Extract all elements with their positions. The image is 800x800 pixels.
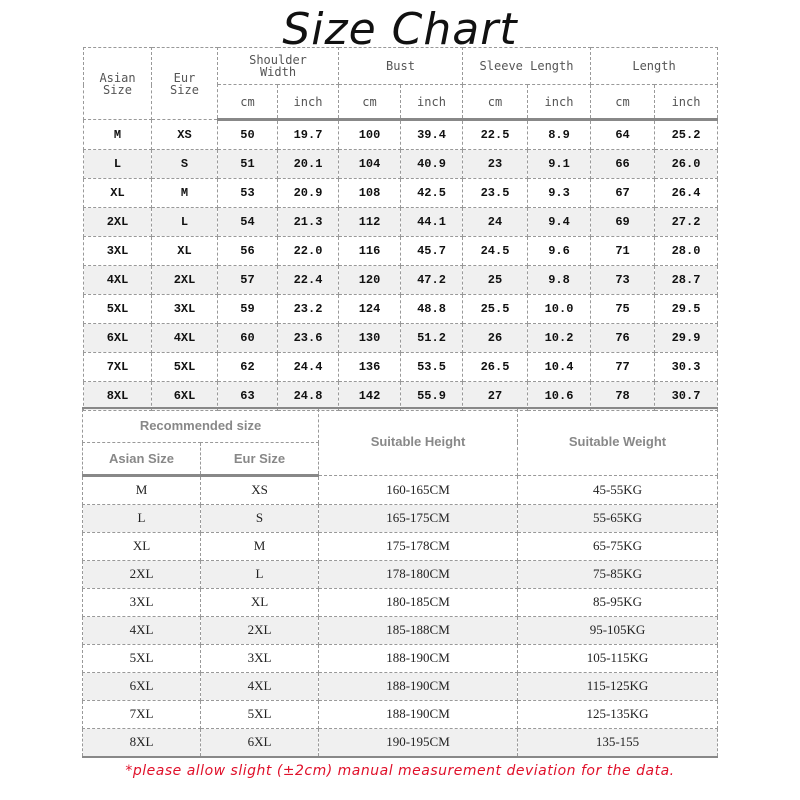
table-cell: 142 [339,382,401,411]
table-row [83,616,718,644]
unit-inch: inch [401,85,463,120]
table-cell: 5XL [152,353,218,382]
measurement-note: *please allow slight (±2cm) manual measurement deviation for the data. [125,763,675,779]
header-recommended-size: Recommended size [83,408,319,442]
table-cell: 124 [339,295,401,324]
table-cell: 4XL [83,616,201,644]
table-cell: 188-190CM [319,644,518,672]
table-cell: 8XL [83,728,201,757]
table-cell: 2XL [152,266,218,295]
table-row [84,266,718,295]
table-cell: 71 [591,237,655,266]
table-cell: 25.2 [655,120,718,150]
table-cell: 100 [339,120,401,150]
table-cell: 24.8 [278,382,339,411]
table-cell: 9.1 [528,150,591,179]
table-cell: 30.7 [655,382,718,411]
header-asian-size: Asian Size [84,48,152,120]
table-cell: 66 [591,150,655,179]
table-cell: 2XL [83,560,201,588]
table-cell: 25 [463,266,528,295]
table-cell: 59 [218,295,278,324]
table-row [84,295,718,324]
table-cell: XS [152,120,218,150]
table-cell: 112 [339,208,401,237]
unit-cm: cm [339,85,401,120]
table-cell: S [201,504,319,532]
table-cell: 51.2 [401,324,463,353]
table-cell: 5XL [201,700,319,728]
table-cell: 63 [218,382,278,411]
table-cell: 10.0 [528,295,591,324]
table-cell: 85-95KG [518,588,718,616]
table-cell: 55.9 [401,382,463,411]
table-cell: XL [152,237,218,266]
table-cell: 19.7 [278,120,339,150]
unit-inch: inch [655,85,718,120]
table-row [84,179,718,208]
table-cell: 25.5 [463,295,528,324]
table-cell: 24.5 [463,237,528,266]
table-cell: 9.3 [528,179,591,208]
table-cell: 178-180CM [319,560,518,588]
unit-inch: inch [278,85,339,120]
table-cell: 188-190CM [319,700,518,728]
header-length: Length [591,48,718,85]
table-cell: 78 [591,382,655,411]
table-cell: M [84,120,152,150]
table-cell: 6XL [84,324,152,353]
table-cell: 22.5 [463,120,528,150]
table-cell: 10.4 [528,353,591,382]
table-cell: 20.9 [278,179,339,208]
table-cell: S [152,150,218,179]
table-cell: 55-65KG [518,504,718,532]
table-cell: 4XL [84,266,152,295]
table-cell: 7XL [84,353,152,382]
table-row [84,208,718,237]
table-row [83,700,718,728]
table-cell: 105-115KG [518,644,718,672]
table-cell: 6XL [152,382,218,411]
unit-cm: cm [218,85,278,120]
table-row [84,353,718,382]
table-cell: 76 [591,324,655,353]
unit-cm: cm [463,85,528,120]
table-cell: 60 [218,324,278,353]
table-cell: 73 [591,266,655,295]
table-cell: 136 [339,353,401,382]
table-cell: 22.4 [278,266,339,295]
table-cell: 75-85KG [518,560,718,588]
table-cell: 24 [463,208,528,237]
header-suitable-height: Suitable Height [319,408,518,475]
table-cell: 50 [218,120,278,150]
table-cell: 9.8 [528,266,591,295]
table-cell: 165-175CM [319,504,518,532]
table-cell: 26 [463,324,528,353]
table-cell: 75 [591,295,655,324]
table-row [83,532,718,560]
table-cell: 175-178CM [319,532,518,560]
table-cell: L [84,150,152,179]
table-cell: 62 [218,353,278,382]
table-cell: 67 [591,179,655,208]
table-row [84,150,718,179]
table-cell: XL [83,532,201,560]
table-cell: 23.2 [278,295,339,324]
table-row [83,588,718,616]
measurement-table [83,47,718,411]
table-cell: 188-190CM [319,672,518,700]
table-cell: 28.0 [655,237,718,266]
table-cell: 69 [591,208,655,237]
table-cell: 23.5 [463,179,528,208]
table-cell: 45-55KG [518,475,718,504]
table-row [83,475,718,504]
table-cell: 7XL [83,700,201,728]
table-row [84,237,718,266]
table-cell: 53.5 [401,353,463,382]
table-cell: 8XL [84,382,152,411]
table-cell: 2XL [201,616,319,644]
table-cell: XL [201,588,319,616]
table-cell: 95-105KG [518,616,718,644]
table-cell: 22.0 [278,237,339,266]
table-cell: 4XL [201,672,319,700]
table-cell: 125-135KG [518,700,718,728]
header-eur-size: Eur Size [201,442,319,475]
table-cell: 185-188CM [319,616,518,644]
table-cell: 51 [218,150,278,179]
table-cell: 6XL [201,728,319,757]
table-cell: 77 [591,353,655,382]
table-cell: 57 [218,266,278,295]
table-cell: 30.3 [655,353,718,382]
table-row [83,672,718,700]
table-cell: 116 [339,237,401,266]
table-cell: 24.4 [278,353,339,382]
table-row [83,560,718,588]
table-cell: 29.5 [655,295,718,324]
table-cell: 8.9 [528,120,591,150]
table-cell: 10.2 [528,324,591,353]
table-cell: 20.1 [278,150,339,179]
table-cell: 26.5 [463,353,528,382]
table-cell: 180-185CM [319,588,518,616]
table-cell: 120 [339,266,401,295]
table-cell: 39.4 [401,120,463,150]
unit-inch: inch [528,85,591,120]
table-cell: 9.6 [528,237,591,266]
header-sleeve-length: Sleeve Length [463,48,591,85]
table-cell: 2XL [84,208,152,237]
table-row [83,728,718,757]
table-cell: 48.8 [401,295,463,324]
header-eur-size: Eur Size [152,48,218,120]
table-cell: XS [201,475,319,504]
header-bust: Bust [339,48,463,85]
table-cell: L [152,208,218,237]
table-cell: 130 [339,324,401,353]
table-row [84,120,718,150]
table-cell: 27.2 [655,208,718,237]
table-cell: 104 [339,150,401,179]
table-cell: 160-165CM [319,475,518,504]
table-cell: 29.9 [655,324,718,353]
table-cell: L [83,504,201,532]
table-cell: 23.6 [278,324,339,353]
table-cell: 56 [218,237,278,266]
table-cell: 190-195CM [319,728,518,757]
header-suitable-weight: Suitable Weight [518,408,718,475]
table-cell: 5XL [84,295,152,324]
table-cell: 47.2 [401,266,463,295]
table-cell: 27 [463,382,528,411]
table-row [84,324,718,353]
table-cell: L [201,560,319,588]
table-cell: 44.1 [401,208,463,237]
table-cell: 21.3 [278,208,339,237]
table-cell: 28.7 [655,266,718,295]
unit-cm: cm [591,85,655,120]
table-cell: 10.6 [528,382,591,411]
table-row [83,644,718,672]
table-row [83,504,718,532]
table-cell: 53 [218,179,278,208]
table-cell: 6XL [83,672,201,700]
table-cell: 26.4 [655,179,718,208]
table-cell: 23 [463,150,528,179]
table-cell: 5XL [83,644,201,672]
table-cell: 42.5 [401,179,463,208]
table-cell: 54 [218,208,278,237]
header-shoulder-width: Shoulder Width [218,48,339,85]
table-cell: 9.4 [528,208,591,237]
table-cell: 65-75KG [518,532,718,560]
table-cell: 64 [591,120,655,150]
table-cell: 115-125KG [518,672,718,700]
page-title: Size Chart [282,4,518,55]
header-asian-size: Asian Size [83,442,201,475]
table-cell: 4XL [152,324,218,353]
table-cell: 3XL [201,644,319,672]
table-cell: XL [84,179,152,208]
table-cell: 3XL [84,237,152,266]
recommended-size-table [82,407,718,758]
table-cell: 26.0 [655,150,718,179]
table-cell: 40.9 [401,150,463,179]
table-cell: 45.7 [401,237,463,266]
table-cell: 3XL [152,295,218,324]
table-cell: 3XL [83,588,201,616]
table-cell: M [152,179,218,208]
table-cell: M [201,532,319,560]
table-cell: M [83,475,201,504]
table-cell: 135-155 [518,728,718,757]
table-cell: 108 [339,179,401,208]
